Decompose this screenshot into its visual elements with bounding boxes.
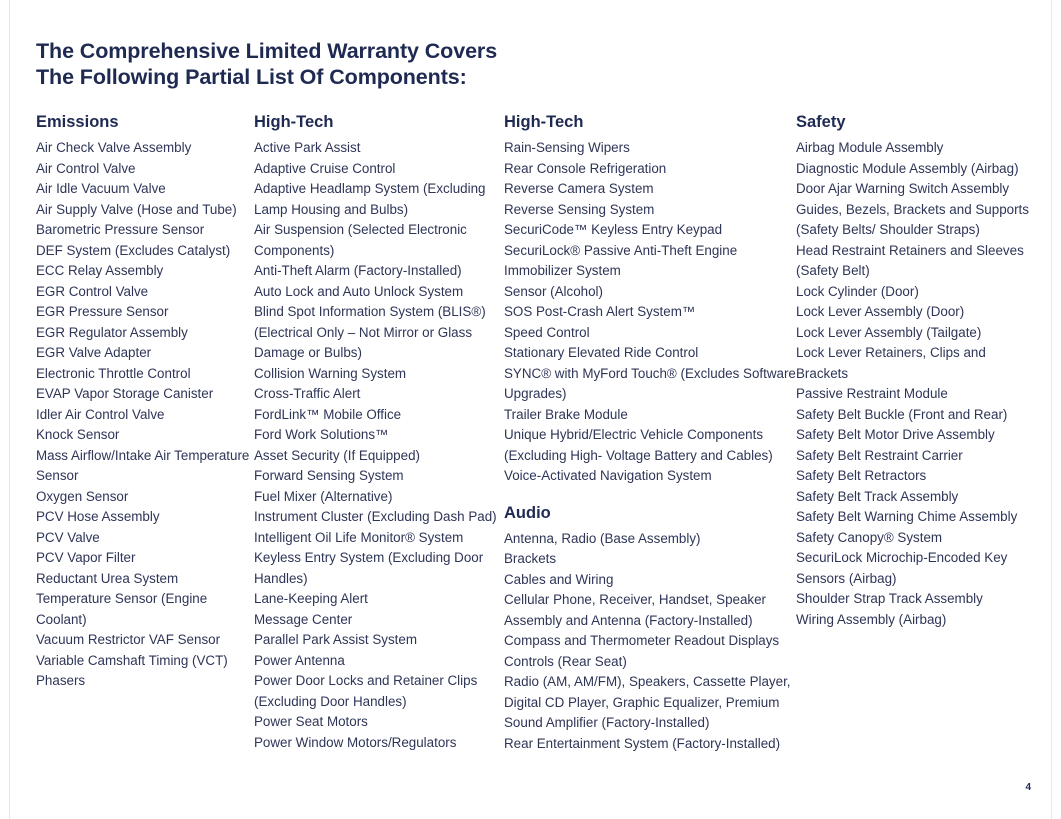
list-item: Safety Belt Retractors — [796, 468, 927, 483]
list-item: Safety Belt Restraint Carrier — [796, 447, 963, 463]
list-item: Trailer Brake Module — [504, 406, 628, 422]
list-item: Power Antenna — [254, 652, 345, 668]
list-item: Air Supply Valve (Hose and Tube) — [36, 201, 237, 217]
section-heading-high-tech-2: High-Tech — [504, 113, 584, 131]
list-item: Rear Console Refrigeration — [504, 160, 667, 176]
section-heading-audio: Audio — [504, 503, 551, 522]
page-edge-left — [0, 0, 10, 819]
list-item: Air Check Valve Assembly — [36, 140, 192, 155]
list-item: EVAP Vapor Storage Canister — [36, 386, 214, 401]
component-columns — [36, 112, 1031, 754]
list-item: Stationary Elevated Ride Control — [504, 345, 699, 360]
list-item: Adaptive Cruise Control — [254, 160, 396, 176]
list-item: Lock Cylinder (Door) — [796, 283, 919, 299]
list-high-tech-1 — [254, 138, 504, 753]
list-item: Rain-Sensing Wipers — [504, 140, 630, 155]
list-item: Air Suspension (Selected Electronic Components) — [254, 222, 467, 258]
section-heading-emissions: Emissions — [36, 113, 119, 131]
page-title — [36, 38, 1027, 90]
list-item: Cross-Traffic Alert — [254, 386, 361, 401]
list-item: SOS Post-Crash Alert System™ — [504, 304, 696, 319]
list-item: Controls (Rear Seat) — [504, 653, 627, 669]
list-item: Adaptive Headlamp System (Excluding Lamp Housing and Bulbs) — [254, 181, 486, 217]
list-item: Reductant Urea System — [36, 570, 179, 586]
list-item: PCV Valve — [36, 529, 100, 545]
list-item: Safety Belt Motor Drive Assembly — [796, 427, 995, 442]
list-item: Ford Work Solutions™ — [254, 427, 389, 442]
list-item: Knock Sensor — [36, 427, 120, 442]
list-audio — [504, 529, 796, 755]
list-item: Power Door Locks and Retainer Clips (Excluding Door Handles) — [254, 673, 478, 709]
list-item: Variable Camshaft Timing (VCT) Phasers — [36, 652, 228, 688]
list-item: Lock Lever Retainers, Clips and Brackets — [796, 345, 986, 381]
list-item: EGR Regulator Assembly — [36, 324, 188, 340]
list-item: Mass Airflow/Intake Air Temperature Sensor — [36, 447, 250, 483]
list-item: Electronic Throttle Control — [36, 365, 191, 381]
list-item: Lock Lever Assembly (Door) — [796, 304, 965, 319]
list-item: Sensor (Alcohol) — [504, 283, 603, 299]
list-item: Collision Warning System — [254, 365, 407, 381]
list-item: Speed Control — [504, 324, 590, 340]
list-item: Active Park Assist — [254, 140, 361, 155]
list-item: Vacuum Restrictor VAF Sensor — [36, 632, 221, 647]
list-item: Lane-Keeping Alert — [254, 591, 368, 606]
list-item: Air Idle Vacuum Valve — [36, 181, 166, 196]
list-item: SYNC® with MyFord Touch® (Excludes Software Upgrades) — [504, 365, 796, 401]
list-item: Auto Lock and Auto Unlock System — [254, 283, 464, 299]
list-item: Power Seat Motors — [254, 714, 368, 729]
list-item: Safety Belt Buckle (Front and Rear) — [796, 406, 1008, 422]
list-item: Cellular Phone, Receiver, Handset, Speaker Assembly and Antenna (Factory-Installed) — [504, 592, 767, 628]
list-high-tech-2 — [504, 138, 796, 487]
list-item: Temperature Sensor (Engine Coolant) — [36, 591, 208, 627]
column-emissions — [36, 112, 254, 754]
section-heading-safety: Safety — [796, 113, 846, 131]
list-item: Head Restraint Retainers and Sleeves (Safety Belt) — [796, 242, 1024, 278]
list-item: Safety Canopy® System — [796, 529, 943, 545]
list-item: Shoulder Strap Track Assembly — [796, 591, 983, 606]
list-item: Intelligent Oil Life Monitor® System — [254, 529, 464, 545]
list-item: Fuel Mixer (Alternative) — [254, 488, 393, 504]
list-item: DEF System (Excludes Catalyst) — [36, 242, 231, 258]
list-item: PCV Hose Assembly — [36, 509, 160, 524]
list-item: Sensors (Airbag) — [796, 570, 897, 586]
section-heading-high-tech-1: High-Tech — [254, 113, 334, 131]
list-item: Brackets — [504, 551, 557, 566]
list-item: Message Center — [254, 611, 353, 627]
list-emissions — [36, 138, 254, 692]
list-item: Parallel Park Assist System — [254, 632, 417, 647]
list-item: SecuriLock Microchip-Encoded Key — [796, 550, 1008, 565]
list-item: Keyless Entry System (Excluding Door Handles) — [254, 550, 484, 586]
list-item: Wiring Assembly (Airbag) — [796, 611, 947, 627]
list-item: Reverse Camera System — [504, 181, 654, 196]
list-item: Asset Security (If Equipped) — [254, 447, 420, 463]
list-item: Oxygen Sensor — [36, 488, 129, 504]
list-item: Blind Spot Information System (BLIS®) (Electrical Only – Not Mirror or Glass Damage or Bulbs) — [254, 304, 486, 360]
list-item: EGR Pressure Sensor — [36, 304, 169, 319]
list-item: Passive Restraint Module — [796, 386, 948, 401]
list-item: ECC Relay Assembly — [36, 263, 164, 278]
list-safety — [796, 138, 1031, 630]
list-item: Instrument Cluster (Excluding Dash Pad) — [254, 509, 497, 524]
list-item: SecuriCode™ Keyless Entry Keypad — [504, 222, 723, 237]
list-item: Cables and Wiring — [504, 571, 614, 587]
page-title-line-1: The Comprehensive Limited Warranty Covers — [36, 39, 498, 63]
page-edge-right — [1051, 0, 1061, 819]
list-item: Anti-Theft Alarm (Factory-Installed) — [254, 263, 462, 278]
list-item: Lock Lever Assembly (Tailgate) — [796, 324, 982, 340]
list-item: Air Control Valve — [36, 160, 136, 176]
column-safety — [796, 112, 1031, 754]
page-number: 4 — [1025, 782, 1031, 793]
list-item: FordLink™ Mobile Office — [254, 406, 402, 422]
list-item: Airbag Module Assembly — [796, 140, 944, 155]
list-item: Antenna, Radio (Base Assembly) — [504, 530, 701, 546]
list-item: Idler Air Control Valve — [36, 406, 165, 422]
list-item: Forward Sensing System — [254, 468, 404, 483]
list-item: Power Window Motors/Regulators — [254, 734, 457, 750]
list-item: Radio (AM, AM/FM), Speakers, Cassette Player, Digital CD Player, Graphic Equalizer, Premium Sound Amplifier (Factory-Installed) — [504, 674, 791, 730]
list-item: Safety Belt Warning Chime Assembly — [796, 509, 1018, 524]
list-item: Rear Entertainment System (Factory-Installed) — [504, 735, 781, 751]
list-item: Diagnostic Module Assembly (Airbag) — [796, 160, 1019, 176]
list-item: PCV Vapor Filter — [36, 550, 136, 565]
page-title-line-2: The Following Partial List Of Components: — [36, 65, 467, 89]
list-item: SecuriLock® Passive Anti-Theft Engine Immobilizer System — [504, 242, 738, 278]
list-item: Door Ajar Warning Switch Assembly — [796, 181, 1010, 196]
column-high-tech-2 — [504, 112, 796, 754]
list-item: EGR Control Valve — [36, 283, 149, 299]
list-item: Guides, Bezels, Brackets and Supports (Safety Belts/ Shoulder Straps) — [796, 201, 1029, 237]
column-high-tech-1 — [254, 112, 504, 754]
list-item: Voice-Activated Navigation System — [504, 468, 712, 483]
list-item: Barometric Pressure Sensor — [36, 222, 205, 237]
list-item: Safety Belt Track Assembly — [796, 488, 959, 504]
list-item: Unique Hybrid/Electric Vehicle Components (Excluding High- Voltage Battery and Cables) — [504, 427, 773, 463]
list-item: Reverse Sensing System — [504, 201, 655, 217]
list-item: EGR Valve Adapter — [36, 345, 152, 360]
list-item: Compass and Thermometer Readout Displays — [504, 633, 780, 648]
